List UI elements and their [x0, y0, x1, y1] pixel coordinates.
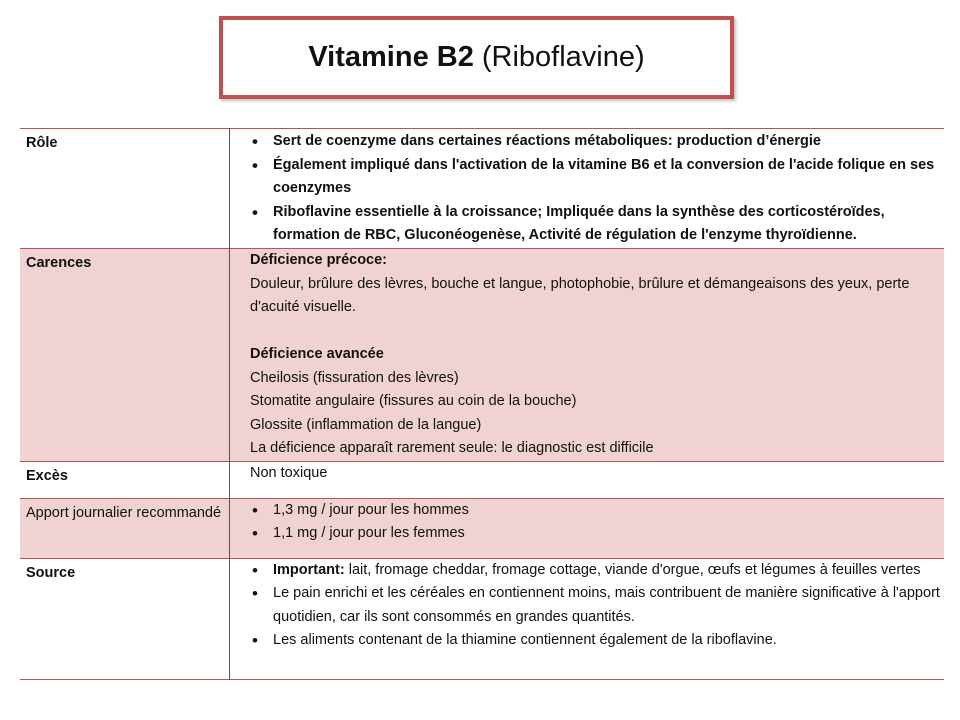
early-text: Douleur, brûlure des lèvres, bouche et langue, photophobie, brûlure et démangeaisons des yeux, perte d'acuité visuelle.: [250, 275, 910, 315]
vitamin-table: [20, 128, 944, 680]
source-important-label: Important:: [273, 561, 345, 578]
row-carences: [20, 249, 944, 462]
advanced-heading: Déficience avancée: [250, 346, 384, 362]
list-item: [250, 559, 944, 583]
list-item: • Également impliqué dans l'activation de la vitamine B6 et la conversion de l'acide folique en ses coenzymes: [250, 154, 944, 201]
row-label-exces: Excès: [20, 461, 230, 498]
role-list: [250, 130, 944, 248]
row-label-source: Source: [20, 558, 230, 679]
row-source: [20, 558, 944, 679]
title-bold: Vitamine B2: [308, 41, 474, 73]
advanced-line: Cheilosis (fissuration des lèvres): [250, 369, 459, 386]
exces-text: Non toxique: [250, 464, 328, 481]
early-heading: Déficience précoce:: [250, 252, 388, 268]
source-important-text: lait, fromage cheddar, fromage cottage, viande d'orgue, œufs et légumes à feuilles vertes: [344, 561, 921, 578]
advanced-line: Stomatite angulaire (fissures au coin de la bouche): [250, 393, 577, 409]
source-list: [250, 559, 944, 653]
row-apport: [20, 498, 944, 558]
row-content-carences: [230, 249, 945, 462]
list-item: • Sert de coenzyme dans certaines réactions métaboliques: production d’énergie: [250, 130, 944, 154]
spacer: [250, 320, 944, 344]
title-box: [219, 16, 734, 99]
list-item: • Le pain enrichi et les céréales en contiennent moins, mais contribuent de manière significative à l'apport quotidien, car ils sont consommés en grandes quantités.: [250, 582, 944, 629]
list-item: • 1,1 mg / jour pour les femmes: [250, 522, 944, 546]
list-item: • 1,3 mg / jour pour les hommes: [250, 499, 944, 523]
advanced-line: Glossite (inflammation de la langue): [250, 416, 482, 433]
row-content-exces: [230, 461, 945, 498]
row-content-role: [230, 129, 945, 249]
list-item: • Riboflavine essentielle à la croissance; Impliquée dans la synthèse des corticostéroïdes, formation de RBC, Gluconéogenèse, Activité de régulation de l'enzyme thyroïdienne.: [250, 201, 944, 248]
row-role: [20, 129, 944, 249]
row-content-source: [230, 558, 945, 679]
row-content-apport: [230, 498, 945, 558]
title-subtitle: (Riboflavine): [481, 41, 645, 73]
row-label-carences: Carences: [20, 249, 230, 462]
row-exces: [20, 461, 944, 498]
list-item: • Les aliments contenant de la thiamine contiennent également de la riboflavine.: [250, 629, 944, 653]
advanced-line: La déficience apparaît rarement seule: le diagnostic est difficile: [250, 440, 654, 456]
apport-list: [250, 499, 944, 546]
row-label-apport: Apport journalier recommandé: [20, 498, 230, 558]
row-label-role: Rôle: [20, 129, 230, 249]
